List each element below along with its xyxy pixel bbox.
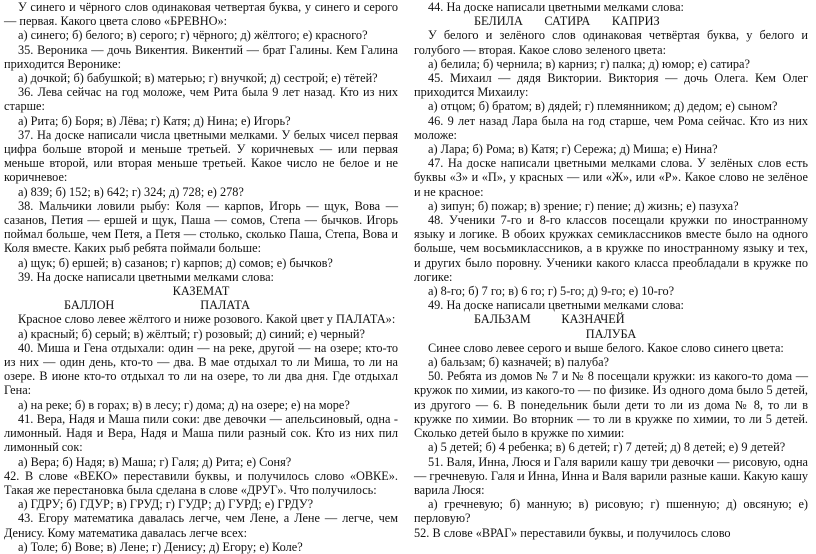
right-paragraph: а) 8-го; б) 7 го; в) 6 го; г) 5-го; д) 9-го; е) 10-го? (428, 284, 675, 299)
right-paragraph: 49. На доске написали цветными мелками слова: (428, 298, 684, 313)
left-paragraph: КАЗЕМАТ (172, 284, 230, 299)
right-paragraph: 52. В слове «ВРАГ» переставили буквы, и получилось слово (414, 525, 731, 540)
right-paragraph: а) Лара; б) Рома; в) Катя; г) Сережа; д) Миша; е) Нина? (428, 142, 718, 157)
right-paragraph: У белого и зелёного слов одинаковая четвёртая буква, у белого и голубого — вторая. Какое слово зеленого цвета: (414, 28, 808, 57)
left-paragraph: У синего и чёрного слов одинаковая четвертая буква, у синего и серого — первая. Какого цвета слово «БРЕВНО»: (4, 0, 398, 29)
right-paragraph: БЕЛИЛА САТИРА КАПРИЗ (474, 14, 660, 29)
left-paragraph: 38. Мальчики ловили рыбу: Коля — карпов, Игорь — щук, Вова — сазанов, Петия — ершей и щук, Паша — сомов, Степа — бычков. Игорь поймал больше, чем Петя, а Петя — столько, сколько Паша, Степа, Вова и Коля вместе. Каких рыб ребята поймали больше: (4, 198, 398, 256)
right-paragraph: а) 5 детей; б) 4 ребенка; в) 6 детей; г) 7 детей; д) 8 детей; е) 9 детей? (428, 440, 786, 455)
right-paragraph: 48. Ученики 7-го и 8-го классов посещали кружки по иностранному языку и логике. В обоих кружках семиклассников вместе было на одного больше, чем восьмиклассников, а в кружке по иностранному языку и тех, и других было поровну. Ученики какого класса преобладали в кружке по логике: (414, 213, 808, 284)
right-paragraph: 51. Валя, Инна, Люся и Галя варили кашу три девочки — рисовую, одна — гречневую. Галя и Инна, Инна и Валя варили разные каши. Какую кашу варила Люся: (414, 454, 808, 497)
left-paragraph: 43. Егору математика давалась легче, чем Лене, а Лене — легче, чем Денису. Кому математика давалась легче всех: (4, 511, 398, 540)
right-paragraph: 45. Михаил — дядя Виктории. Виктория — дочь Олега. Кем Олег приходится Михаилу: (414, 71, 808, 100)
right-paragraph: а) гречневую; б) манную; в) рисовую; г) пшенную; д) овсяную; е) перловую? (414, 497, 808, 526)
right-paragraph: 50. Ребята из домов № 7 и № 8 посещали кружки: из какого-то дома — кружок по химии, из какого-то — по физике. Из одного дома было 5 детей, из другого — 6. В понедельник были дети то ли из дома № 8, то ли в кружке по химии. Во вторник — то ли в кружке по химии, то ли 5 детей. Сколько детей было в кружке по химии: (414, 369, 808, 441)
left-paragraph: Красное слово левее жёлтого и ниже розового. Какой цвет у ПАЛАТА»: (18, 312, 396, 327)
left-paragraph: 40. Миша и Гена отдыхали: один — на реке, другой — на озере; кто-то из них — один день, кто-то — два. В мае отдыхал то ли Миша, то ли на озере. В июне кто-то отдыхал то ли на озере, то ли два дня. Где отдыхал Гена: (4, 340, 398, 398)
left-paragraph: а) Рита; б) Боря; в) Лёва; г) Катя; д) Нина; е) Игорь? (18, 113, 291, 128)
left-paragraph: БАЛЛОН ПАЛАТА (64, 298, 250, 313)
left-paragraph: а) дочкой; б) бабушкой; в) матерью; г) внучкой; д) сестрой; е) тётей? (18, 71, 378, 86)
left-paragraph: а) 839; б) 152; в) 642; г) 324; д) 728; е) 278? (18, 184, 244, 199)
left-paragraph: а) Толе; б) Вове; в) Лене; г) Денису; д) Егору; е) Коле? (18, 539, 303, 554)
left-paragraph: а) Вера; б) Надя; в) Маша; г) Галя; д) Рита; е) Соня? (18, 454, 292, 469)
left-paragraph: 39. На доске написали цветными мелками слова: (18, 269, 274, 284)
right-paragraph: ПАЛУБА (585, 326, 637, 341)
left-paragraph: 37. На доске написали числа цветными мелками. У белых чисел первая цифра больше второй и меньше третьей. У коричневых — или первая меньше второй, или вторая меньше третьей. Какое число не белое и не коричневое: (4, 127, 398, 185)
left-paragraph: а) щук; б) ершей; в) сазанов; г) карпов; д) сомов; е) бычков? (18, 255, 333, 270)
right-paragraph: а) бальзам; б) казначей; в) палуба? (428, 355, 609, 370)
left-column (4, 0, 398, 554)
right-paragraph: 44. На доске написали цветными мелками слова: (428, 0, 684, 14)
right-paragraph: а) белила; б) чернила; в) карниз; г) палка; д) юмор; е) сатира? (428, 56, 750, 71)
right-paragraph: Синее слово левее серого и выше белого. Какое слово синего цвета: (428, 340, 784, 355)
right-paragraph: а) зипун; б) пожар; в) зрение; г) пение; д) жизнь; е) пазуха? (428, 198, 739, 213)
left-paragraph: а) синего; б) белого; в) серого; г) чёрного; д) жёлтого; е) красного? (18, 28, 368, 43)
left-paragraph: 42. В слове «ВЕКО» переставили буквы, и получилось слово «ОВКЕ». Такая же перестановка была сделана в слове «ДРУГ». Что получилось: (4, 468, 398, 497)
right-paragraph: БАЛЬЗАМ КАЗНАЧЕЙ (474, 312, 625, 327)
right-paragraph: 47. На доске написали цветными мелками слова. У зелёных слов есть буквы «З» и «П», у красных — или «Ж», или «Р». Какое слово не зелёное и не красное: (414, 156, 808, 199)
right-column (414, 0, 808, 540)
left-paragraph: 35. Вероника — дочь Викентия. Викентий — брат Галины. Кем Галина приходится Веронике: (4, 42, 398, 71)
right-paragraph: а) отцом; б) братом; в) дядей; г) племянником; д) дедом; е) сыном? (428, 99, 778, 114)
left-paragraph: а) ГДРУ; б) ГДУР; в) ГРУД; г) ГУДР; д) ГУРД; е) ГРДУ? (18, 497, 314, 512)
right-paragraph: 46. 9 лет назад Лара была на год старше, чем Рома сейчас. Кто из них моложе: (414, 113, 808, 142)
left-paragraph: 41. Вера, Надя и Маша пили соки: две девочки — апельсиновый, одна - лимонный. Надя и Вера, Надя и Маша пили разный сок. Кто из них пил лимонный сок: (4, 411, 398, 455)
left-paragraph: а) на реке; б) в горах; в) в лесу; г) дома; д) на озере; е) на море? (18, 397, 350, 412)
left-paragraph: 36. Лева сейчас на год моложе, чем Рита была 9 лет назад. Кто из них старше: (4, 85, 398, 114)
left-paragraph: а) красный; б) серый; в) жёлтый; г) розовый; д) синий; е) черный? (18, 326, 365, 341)
